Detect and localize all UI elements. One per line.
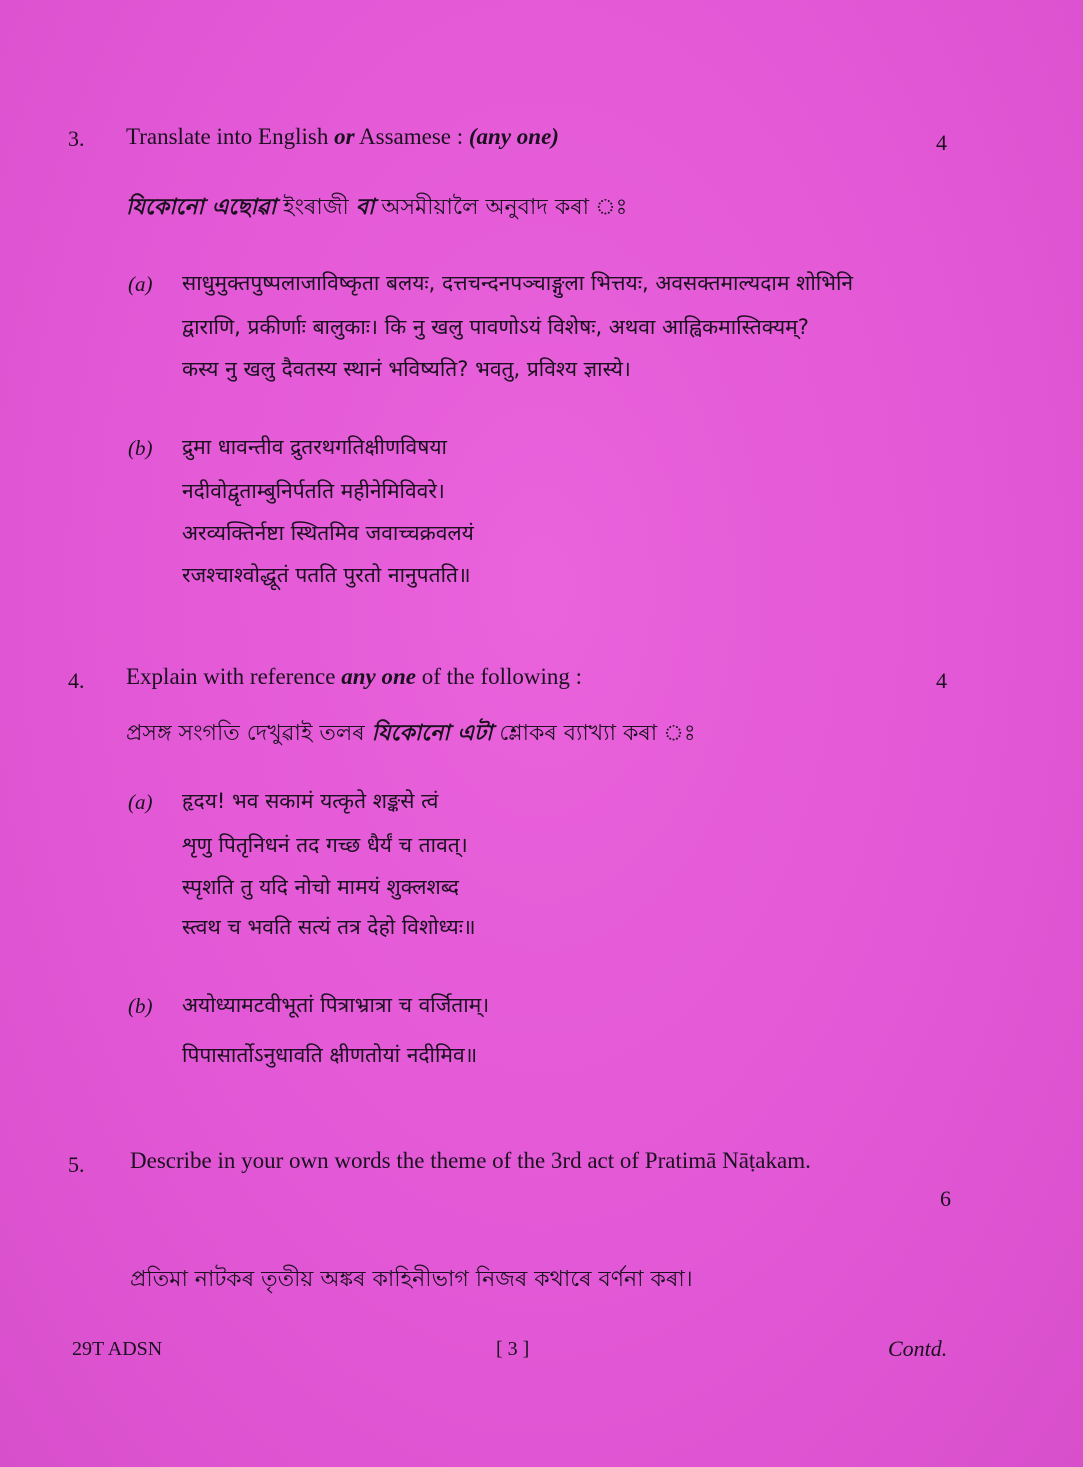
q3-prompt-english: Translate into English or Assamese : (any one) [126,124,559,149]
q4-marks: 4 [936,668,947,693]
q4-a-label: (a) [128,790,153,814]
q3-b-line-1: द्रुमा धावन्तीव द्रुतरथगतिक्षीणविषया [182,435,447,459]
q3-a-line-2: द्वाराणि, प्रकीर्णाः बालुकाः। कि नु खलु पावणोऽयं विशेषः, अथवा आह्विकमास्तिक्यम्? [182,315,809,339]
contd-label: Contd. [888,1336,948,1361]
q4-a-line-3: स्पृशति तु यदि नोचो मामयं शुक्लशब्द [182,875,459,899]
q4-a-line-1: हृदय! भव सकामं यत्कृते शङ्कसे त्वं [182,789,439,813]
q4-b-label: (b) [128,994,153,1018]
q3-a-label: (a) [128,272,153,296]
q5-marks: 6 [940,1186,951,1211]
q3-b-label: (b) [128,436,153,460]
q4-b-line-2: पिपासार्तोऽनुधावति क्षीणतोयां नदीमिव॥ [182,1043,478,1067]
q3-number: 3. [68,126,85,151]
paper-code: 29T ADSN [72,1338,163,1360]
q4-a-line-4: स्त्वथ च भवति सत्यं तत्र देहो विशोध्यः॥ [182,915,476,939]
page-number: [ 3 ] [496,1338,530,1360]
q3-a-line-3: कस्य नु खलु दैवतस्य स्थानं भविष्यति? भवतु, प्रविश्य ज्ञास्ये। [182,357,631,381]
q4-number: 4. [68,668,85,693]
q3-b-line-3: अरव्यक्तिर्नष्टा स्थितमिव जवाच्चक्रवलयं [182,521,474,545]
q5-number: 5. [68,1152,85,1177]
q3-b-line-2: नदीवोद्वृताम्बुनिर्पतति महीनेमिविवरे। [182,479,445,503]
q4-prompt-english: Explain with reference any one of the following : [126,664,583,689]
q4-prompt-assamese: প্ৰসঙ্গ সংগতি দেখুৱাই তলৰ যিকোনো এটা শ্লোকৰ ব্যাখ্যা কৰা ঃ [126,721,696,746]
q3-a-line-1: साधुमुक्तपुष्पलाजाविष्कृता बलयः, दत्तचन्दनपञ्चाङ्गुला भित्तयः, अवसक्तमाल्यदाम शोभिनि [182,271,854,295]
q4-a-line-2: शृणु पितृनिधनं तद गच्छ धैर्यं च तावत्। [182,833,468,857]
q3-prompt-assamese: যিকোনো এছোৱা ইংৰাজী বা অসমীয়ালৈ অনুবাদ কৰা ঃ [126,195,628,220]
q3-marks: 4 [936,130,947,155]
q5-prompt-assamese: প্ৰতিমা নাটকৰ তৃতীয় অঙ্কৰ কাহিনীভাগ নিজৰ কথাৰে বৰ্ণনা কৰা। [130,1267,693,1292]
q3-b-line-4: रजश्चाश्वोद्धूतं पतति पुरतो नानुपतति॥ [182,563,471,587]
q4-b-line-1: अयोध्यामटवीभूतां पित्राभ्रात्रा च वर्जिताम्। [182,993,490,1017]
q5-prompt-english: Describe in your own words the theme of the 3rd act of Pratimā Nāṭakam. [130,1148,811,1173]
